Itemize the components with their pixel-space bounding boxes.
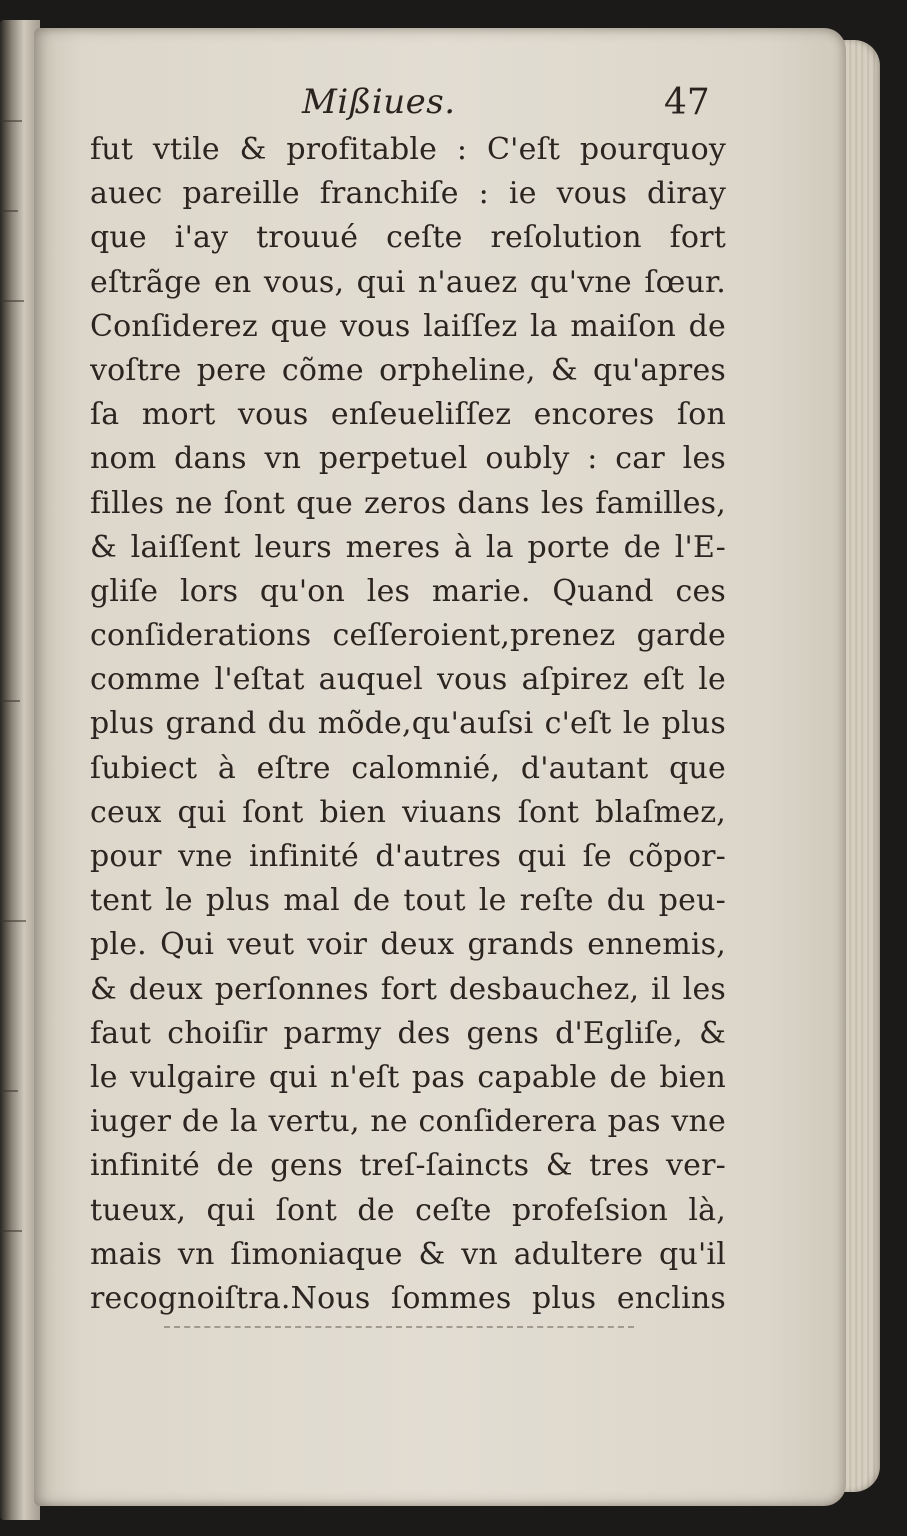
gutter-mark <box>0 120 22 122</box>
text-line: iuger de la vertu, ne conſiderera pas vne <box>90 1104 726 1140</box>
text-line: tueux, qui ſont de ceſte profeſsion là, <box>90 1192 726 1228</box>
text-line: plus grand du mõde,qu'auſsi c'eſt le plus <box>90 706 726 742</box>
gutter-mark <box>0 700 20 702</box>
text-line: ceux qui ſont bien viuans ſont blaſmez, <box>90 794 726 830</box>
gutter-mark <box>0 1230 22 1232</box>
running-title: Mißiues. <box>302 82 456 122</box>
bleed-through-rule <box>164 1326 634 1328</box>
text-line: recognoiſtra.Nous ſommes plus enclins <box>90 1280 726 1316</box>
text-line: conſiderations ceſſeroient,prenez garde <box>90 618 726 654</box>
text-line: filles ne ſont que zeros dans les familles, <box>90 485 726 521</box>
text-line: voſtre pere cõme orpheline, & qu'apres <box>90 352 726 388</box>
text-line: faut choiſir parmy des gens d'Egliſe, & <box>90 1015 726 1051</box>
text-line: Conſiderez que vous laiſſez la maiſon de <box>90 308 726 344</box>
text-line: tent le plus mal de tout le reſte du peu- <box>90 883 726 919</box>
text-line: nom dans vn perpetuel oubly : car les <box>90 441 726 477</box>
text-line: pour vne infinité d'autres qui ſe cõpor- <box>90 839 726 874</box>
text-line: ple. Qui veut voir deux grands ennemis, <box>90 927 726 963</box>
text-line: eſtrãge en vous, qui n'auez qu'vne ſœur. <box>90 264 726 300</box>
text-line: auec pareille franchiſe : ie vous diray <box>90 176 726 212</box>
text-line: ſa mort vous enſeueliſſez encores ſon <box>90 397 726 433</box>
gutter-mark <box>0 300 24 302</box>
text-line: mais vn ſimoniaque & vn adultere qu'il <box>90 1236 726 1272</box>
text-line: infinité de gens treſ-ſaincts & tres ver- <box>90 1148 726 1184</box>
book-page <box>34 28 846 1506</box>
text-line: ſubiect à eſtre calomnié, d'autant que <box>90 750 726 786</box>
body-text <box>90 128 726 1321</box>
text-line: & deux perſonnes fort desbauchez, il les <box>90 971 726 1007</box>
page-header <box>94 82 734 126</box>
gutter-mark <box>0 210 18 212</box>
page-number: 47 <box>664 82 710 123</box>
gutter-mark <box>0 920 26 922</box>
text-line: le vulgaire qui n'eſt pas capable de bien <box>90 1059 726 1095</box>
gutter-mark <box>0 1090 18 1092</box>
text-line: gliſe lors qu'on les marie. Quand ces <box>90 573 726 609</box>
text-line: que i'ay trouué ceſte reſolution fort <box>90 220 726 256</box>
text-line: fut vtile & profitable : C'eſt pourquoy <box>90 132 726 167</box>
text-line: & laiſſent leurs meres à la porte de l'E- <box>90 529 726 565</box>
text-line: comme l'eſtat auquel vous aſpirez eſt le <box>90 662 726 698</box>
